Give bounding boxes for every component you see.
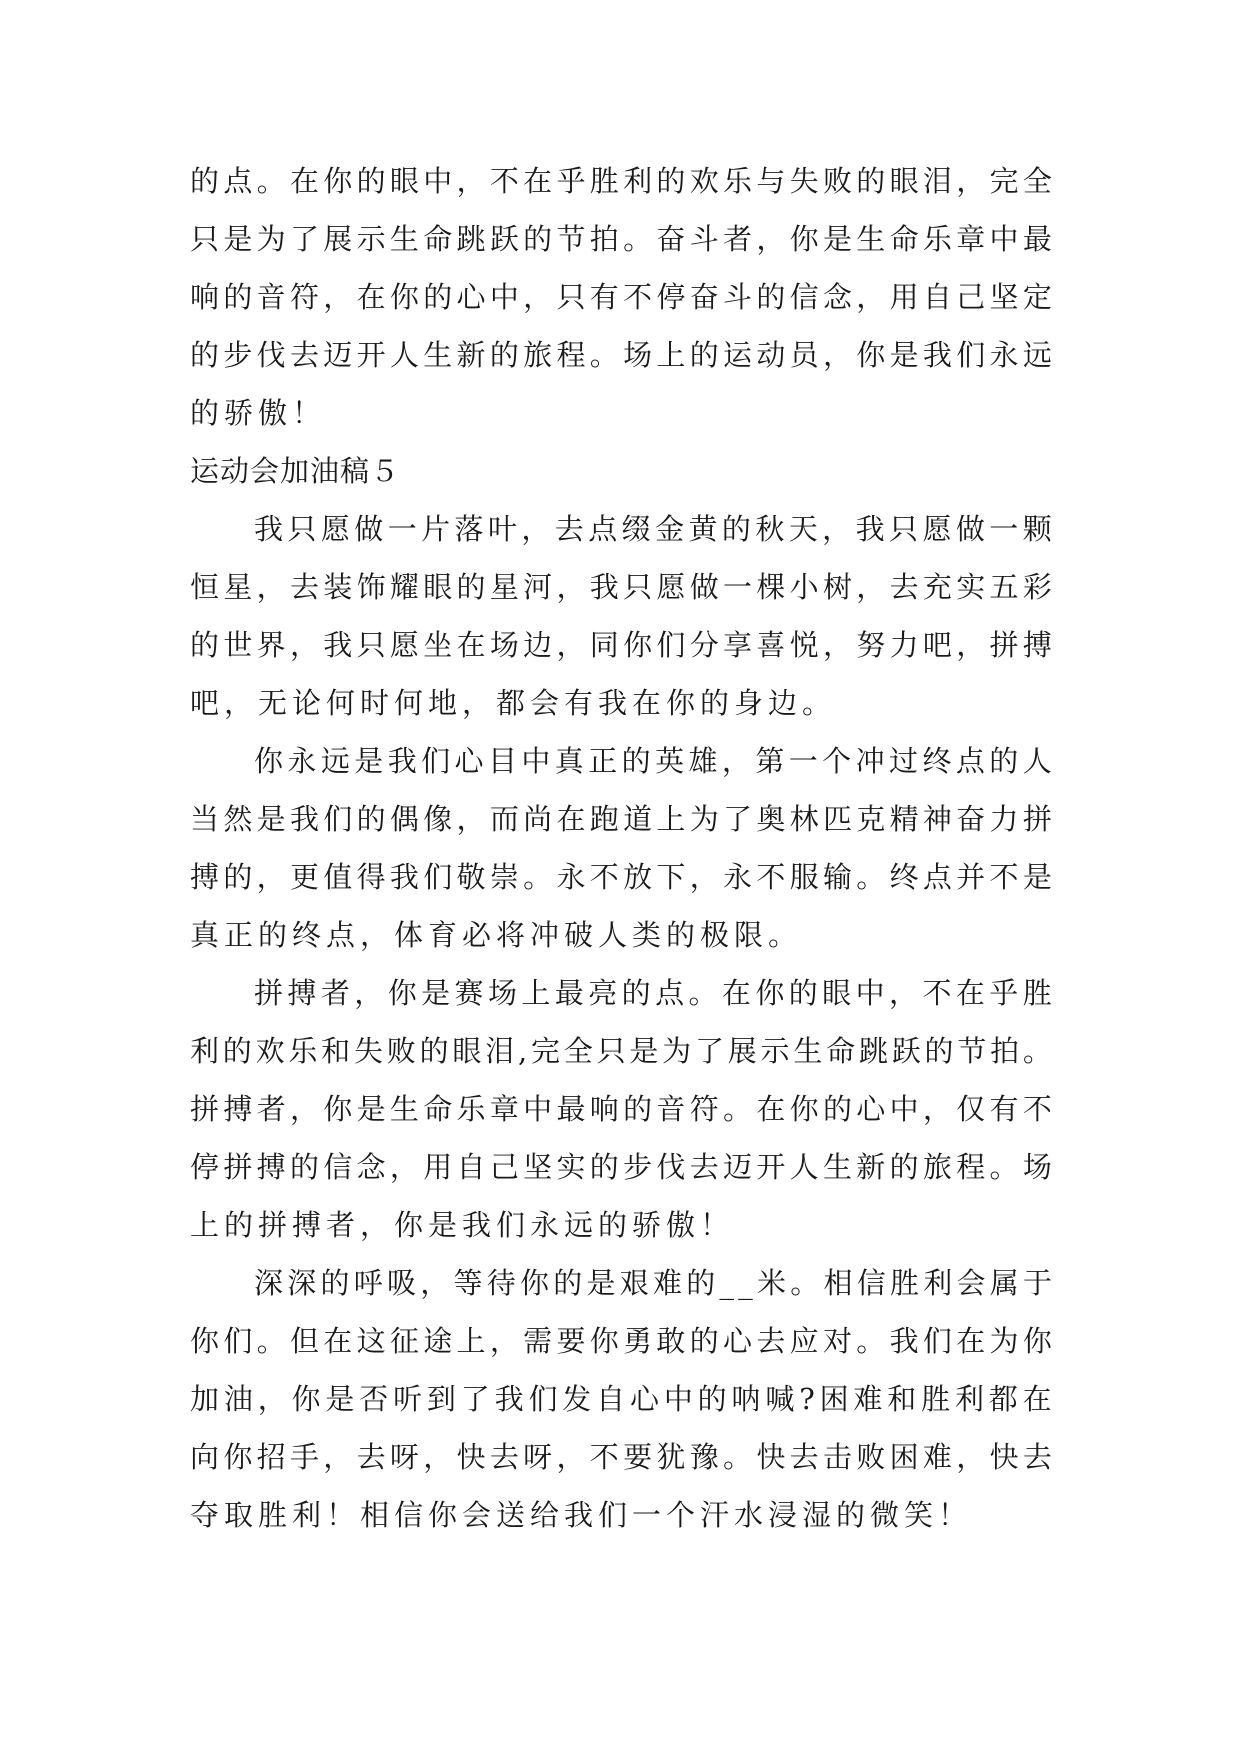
text-line: 向 你 招 手 ， 去 呀 ， 快 去 呀 ， 不 要 犹 豫 。 快 去 击 败 困 难 ， 快 去 (190, 1440, 1052, 1474)
text-line: 搏 的 ， 更 值 得 我 们 敬 崇 。 永 不 放 下 ， 永 不 服 输 。 终 点 并 不 是 (190, 860, 1052, 894)
text-line: 只 是 为 了 展 示 生 命 跳 跃 的 节 拍 。 奋 斗 者 ， 你 是 生 命 乐 章 中 最 (190, 222, 1052, 256)
text-line: 你 永 远 是 我 们 心 目 中 真 正 的 英 雄 ， 第 一 个 冲 过 终 点 的 人 (254, 744, 1052, 778)
text-line: 恒 星 ， 去 装 饰 耀 眼 的 星 河 ， 我 只 愿 做 一 棵 小 树 ， 去 充 实 五 彩 (190, 570, 1052, 604)
text-line: 夺取胜利！相信你会送给我们一个汗水浸湿的微笑！ (190, 1498, 973, 1532)
paragraph (190, 1254, 1052, 1544)
text-line: 的骄傲！ (190, 396, 327, 430)
paragraph (190, 500, 1052, 732)
text-line: 上的拼搏者，你是我们永远的骄傲！ (190, 1208, 735, 1242)
paragraph (190, 732, 1052, 964)
text-line: 停 拼 搏 的 信 念 ， 用 自 己 坚 实 的 步 伐 去 迈 开 人 生 新 的 旅 程 。 场 (190, 1150, 1052, 1184)
text-line: 响 的 音 符 ， 在 你 的 心 中 ， 只 有 不 停 奋 斗 的 信 念 ， 用 自 己 坚 定 (190, 280, 1052, 314)
text-line: 利 的 欢 乐 和 失 败 的 眼 泪 , 完 全 只 是 为 了 展 示 生 命 跳 跃 的 节 拍 。 (190, 1034, 1052, 1068)
text-line: 我 只 愿 做 一 片 落 叶 ， 去 点 缀 金 黄 的 秋 天 ， 我 只 愿 做 一 颗 (254, 512, 1052, 546)
text-line: 真正的终点，体育必将冲破人类的极限。 (190, 918, 803, 952)
document-body (190, 152, 1052, 1544)
text-line: 你 们 。 但 在 这 征 途 上 ， 需 要 你 勇 敢 的 心 去 应 对 。 我 们 在 为 你 (190, 1324, 1052, 1358)
text-line: 加 油 ， 你 是 否 听 到 了 我 们 发 自 心 中 的 呐 喊 ? 困 难 和 胜 利 都 在 (190, 1382, 1052, 1416)
text-line: 拼 搏 者 ， 你 是 赛 场 上 最 亮 的 点 。 在 你 的 眼 中 ， 不 在 乎 胜 (254, 976, 1052, 1010)
text-line: 拼 搏 者 ， 你 是 生 命 乐 章 中 最 响 的 音 符 。 在 你 的 心 中 ， 仅 有 不 (190, 1092, 1052, 1126)
text-line: 当 然 是 我 们 的 偶 像 ， 而 尚 在 跑 道 上 为 了 奥 林 匹 克 精 神 奋 力 拼 (190, 802, 1052, 836)
continued-paragraph (190, 152, 1052, 442)
text-line: 吧，无论何时何地，都会有我在你的身边。 (190, 686, 837, 720)
text-line: 的 步 伐 去 迈 开 人 生 新 的 旅 程 。 场 上 的 运 动 员 ， 你 是 我 们 永 远 (190, 338, 1052, 372)
section-heading: 运动会加油稿５ (190, 454, 401, 488)
text-line: 的 世 界 ， 我 只 愿 坐 在 场 边 ， 同 你 们 分 享 喜 悦 ， 努 力 吧 ， 拼 搏 (190, 628, 1052, 662)
paragraph (190, 964, 1052, 1254)
text-line: 深 深 的 呼 吸 ， 等 待 你 的 是 艰 难 的 _ _ 米 。 相 信 胜 利 会 属 于 (254, 1266, 1052, 1300)
text-line: 的 点 。 在 你 的 眼 中 ， 不 在 乎 胜 利 的 欢 乐 与 失 败 的 眼 泪 ， 完 全 (190, 164, 1052, 198)
